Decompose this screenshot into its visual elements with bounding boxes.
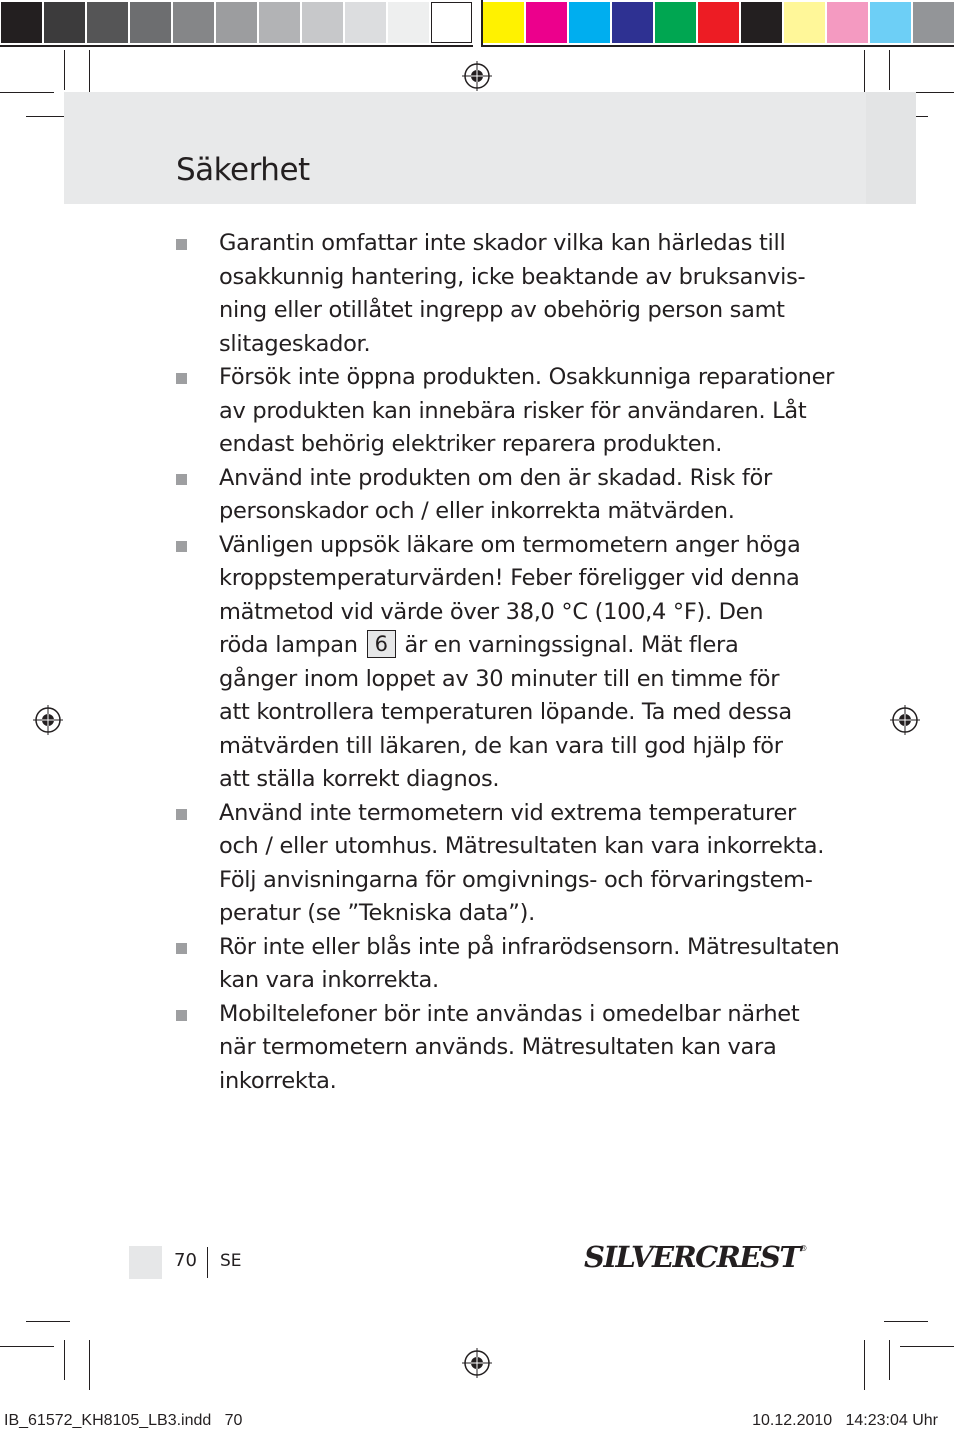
color-swatch <box>784 2 825 43</box>
color-swatch <box>827 2 868 43</box>
text-line: inkorrekta. <box>219 1067 337 1094</box>
color-swatch <box>569 2 610 43</box>
color-swatch <box>1 2 42 43</box>
text-line: Försök inte öppna produkten. Osakkunniga reparationer <box>219 364 835 390</box>
registered-mark: ® <box>799 1244 808 1253</box>
list-item <box>176 529 801 797</box>
text-line: personskador och / eller inkorrekta mätvärden. <box>219 498 735 524</box>
square-bullet-icon <box>176 541 187 552</box>
page-marker-box <box>129 1246 162 1279</box>
square-bullet-icon <box>176 943 187 954</box>
color-swatch <box>345 2 386 43</box>
color-swatch <box>173 2 214 43</box>
color-swatch <box>87 2 128 43</box>
color-swatch <box>130 2 171 43</box>
text-line: Rör inte eller blås inte på infrarödsensorn. Mätresultaten <box>219 933 840 960</box>
text-line: mätmetod vid värde över 38,0 °C (100,4 °F). Den <box>219 598 764 625</box>
text-line: kan vara inkorrekta. <box>219 967 439 993</box>
text-line: när termometern används. Mätresultaten kan vara <box>219 1034 777 1060</box>
slug-datetime: 10.12.2010 14:23:04 Uhr <box>752 1412 938 1429</box>
slug-file-name: IB_61572_KH8105_LB3.indd 70 <box>4 1412 243 1429</box>
color-swatch <box>741 2 782 43</box>
square-bullet-icon <box>176 809 187 820</box>
color-swatch <box>870 2 911 43</box>
color-swatch <box>612 2 653 43</box>
safety-list <box>176 227 840 1098</box>
color-swatch <box>388 2 429 43</box>
registration-mark-right-icon <box>890 705 920 735</box>
footer-divider <box>207 1247 208 1278</box>
text-line: endast behörig elektriker reparera produkten. <box>219 431 723 457</box>
list-item <box>176 361 835 462</box>
registration-mark-top-icon <box>462 61 492 91</box>
text-line: slitageskador. <box>219 330 371 357</box>
list-item <box>176 998 800 1099</box>
color-swatch <box>526 2 567 43</box>
text-segment: röda lampan <box>219 632 358 658</box>
text-line: Mobiltelefoner bör inte användas i omedelbar närhet <box>219 1000 800 1027</box>
text-line-with-reference <box>219 629 786 663</box>
color-swatch <box>431 2 472 43</box>
text-line: gånger inom loppet av 30 minuter till en timme för <box>219 665 780 692</box>
list-item <box>176 931 840 998</box>
page-title: Säkerhet <box>176 152 310 188</box>
text-line: att kontrollera temperaturen löpande. Ta med dessa <box>219 699 792 725</box>
list-item <box>176 462 786 529</box>
text-line: Garantin omfattar inte skador vilka kan härledas till <box>219 230 786 256</box>
text-line: Använd inte produkten om den är skadad. Risk för <box>219 464 772 491</box>
color-swatch <box>913 2 954 43</box>
color-swatch <box>302 2 343 43</box>
page-number: 70 <box>174 1250 197 1271</box>
header-band-edge <box>866 92 916 204</box>
list-item <box>176 227 806 361</box>
text-segment: är en varningssignal. Mät flera <box>404 632 739 658</box>
registration-mark-left-icon <box>33 705 63 735</box>
square-bullet-icon <box>176 373 187 384</box>
text-line: att ställa korrekt diagnos. <box>219 766 500 792</box>
list-item <box>176 797 825 931</box>
text-line: ning eller otillåtet ingrepp av obehörig person samt <box>219 297 785 323</box>
text-line: peratur (se ”Tekniska data”). <box>219 900 535 926</box>
square-bullet-icon <box>176 1010 187 1021</box>
text-line: Följ anvisningarna för omgivnings- och förvaringstem- <box>219 866 813 893</box>
grayscale-color-bar <box>0 0 473 46</box>
square-bullet-icon <box>176 474 187 485</box>
text-line: kroppstemperaturvärden! Feber föreligger vid denna <box>219 565 800 591</box>
text-line: Använd inte termometern vid extrema temperaturer <box>219 799 796 826</box>
color-swatch <box>259 2 300 43</box>
brand-logo-text: SILVERCREST <box>584 1240 800 1274</box>
text-line: osakkunnig hantering, icke beaktande av bruksanvis- <box>219 263 806 290</box>
color-swatch <box>483 2 524 43</box>
color-swatch <box>44 2 85 43</box>
text-line: Vänligen uppsök läkare om termometern anger höga <box>219 531 801 558</box>
registration-mark-bottom-icon <box>462 1348 492 1378</box>
language-code: SE <box>220 1251 242 1271</box>
brand-logo <box>584 1240 807 1274</box>
text-line: mätvärden till läkaren, de kan vara till god hjälp för <box>219 732 783 759</box>
square-bullet-icon <box>176 239 187 250</box>
text-line: av produkten kan innebära risker för användaren. Låt <box>219 397 807 424</box>
color-swatch <box>216 2 257 43</box>
part-reference-box: 6 <box>367 630 396 658</box>
process-color-bar <box>482 0 954 46</box>
color-swatch <box>655 2 696 43</box>
text-line: och / eller utomhus. Mätresultaten kan vara inkorrekta. <box>219 833 825 859</box>
color-swatch <box>698 2 739 43</box>
